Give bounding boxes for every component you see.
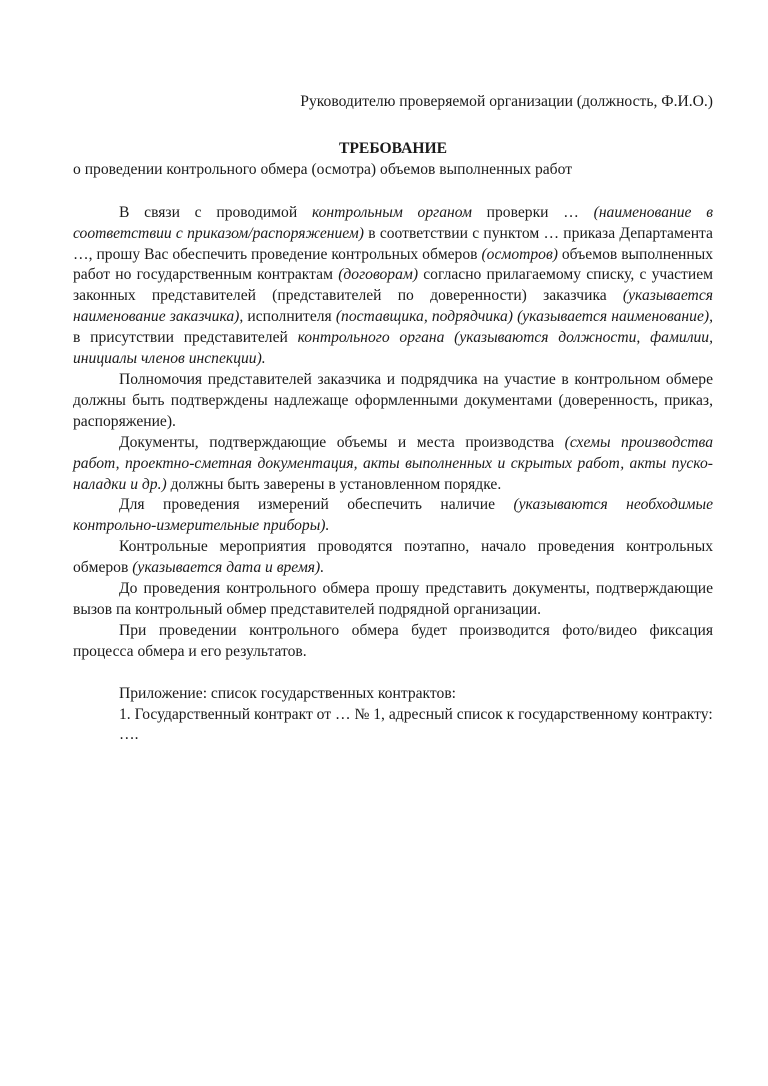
italic-fragment: (указывается дата и время). [132, 559, 325, 577]
text-fragment: Для проведения измерений обеспечить наличие [119, 496, 514, 514]
document-subtitle: о проведении контрольного обмера (осмотра) объемов выполненных работ [73, 160, 573, 178]
text-fragment: объемов выполненных работ но государственным контрактам [73, 245, 713, 284]
italic-fragment: (поставщика, подрядчика) (указывается наименование), [335, 308, 713, 326]
italic-fragment: контрольным органом [311, 203, 472, 221]
italic-fragment: (указывается наименование заказчика), [73, 287, 713, 326]
text-fragment: в соответствии с пунктом … приказа Департамента …, прошу Вас обеспечить проведение контрольных обмеров [73, 224, 713, 263]
paragraph-presentation: До проведения контрольного обмера прошу представить документы, подтверждающие вызов па контрольный обмер представителей подрядной организации. [73, 580, 713, 618]
text-fragment: согласно прилагаемому списку, с участием законных представителей (представителей по доверенности) заказчика [73, 266, 713, 305]
document-page [73, 92, 713, 746]
attachment-item: 1. Государственный контракт от … № 1, адресный список к государственному контракту: [119, 705, 713, 723]
italic-fragment: (осмотров) [481, 245, 558, 263]
paragraph-instruments [73, 495, 713, 537]
text-fragment: исполнителя [243, 308, 336, 326]
paragraph-request [73, 203, 713, 370]
addressee-line: Руководителю проверяемой организации (должность, Ф.И.О.) [300, 93, 713, 110]
text-fragment: В связи с проводимой [119, 203, 312, 221]
paragraph-documents [73, 433, 713, 496]
text-fragment: в присутствии представителей [73, 329, 298, 347]
attachment-ellipsis: …. [119, 726, 139, 744]
paragraph-authority: Полномочия представителей заказчика и подрядчика на участие в контрольном обмере должны быть подтверждены надлежаще оформленными документами (доверенность, приказ, распоряжение). [73, 370, 713, 430]
italic-fragment: контрольного органа (указываются должности, фамилии, инициалы членов инспекции). [73, 329, 713, 368]
italic-fragment: (указываются необходимые контрольно-измерительные приборы). [73, 496, 713, 535]
paragraph-recording: При проведении контрольного обмера будет производится фото/видео фиксация процесса обмера и его результатов. [73, 621, 713, 660]
italic-fragment: (наименование в соответствии с приказом/распоряжением) [73, 203, 713, 242]
italic-fragment: (договорам) [338, 266, 419, 284]
attachment-heading: Приложение: список государственных контрактов: [119, 684, 457, 702]
text-fragment: проверки … [471, 203, 594, 221]
paragraph-schedule [73, 537, 713, 579]
text-fragment: Документы, подтверждающие объемы и места производства [119, 433, 565, 451]
text-fragment: Контрольные мероприятия проводятся поэтапно, начало проведения контрольных обмеров [73, 538, 713, 577]
document-title: ТРЕБОВАНИЕ [339, 139, 447, 157]
text-fragment: должны быть заверены в установленном порядке. [166, 475, 502, 493]
italic-fragment: (схемы производства работ, проектно-сметная документация, акты выполненных и скрытых работ, акты пуско-наладки и др.) [73, 433, 713, 493]
